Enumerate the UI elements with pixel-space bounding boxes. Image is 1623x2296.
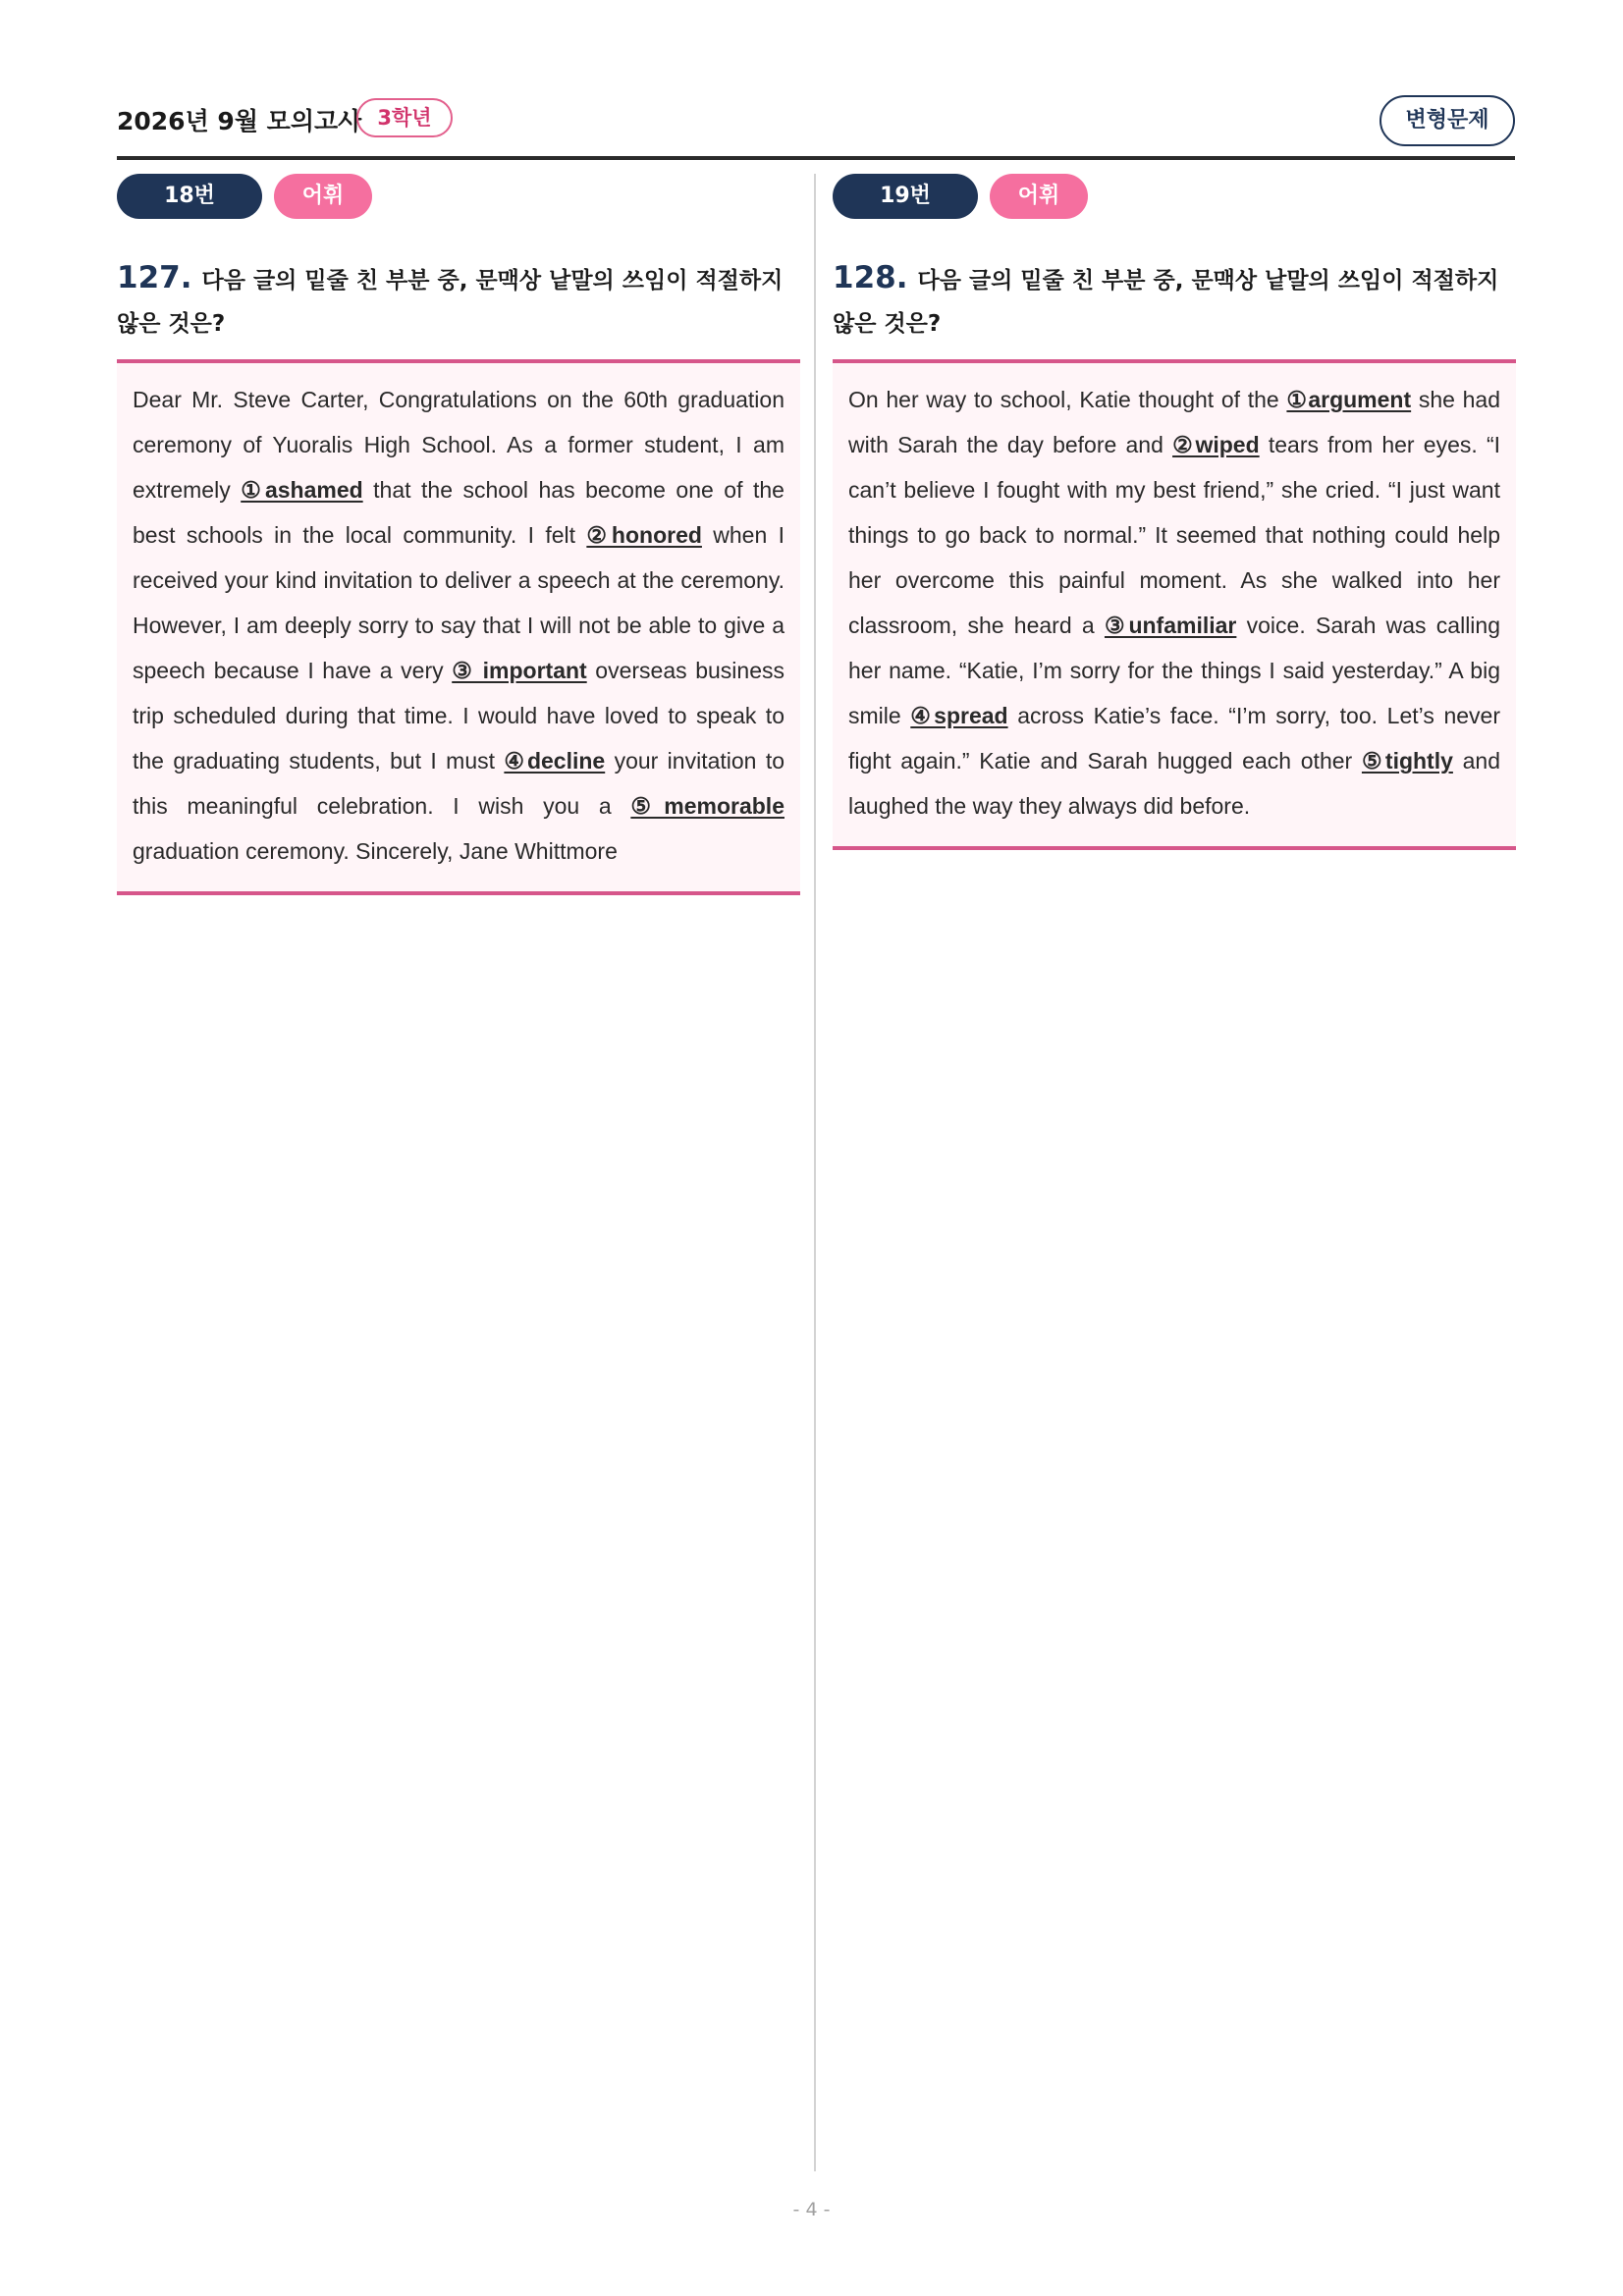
passage-box (117, 359, 800, 895)
page-header (117, 95, 1515, 152)
question-column-right (833, 174, 1516, 850)
underlined-choice: ⑤tightly (1361, 748, 1453, 774)
passage-text: On her way to school, Katie thought of the ①argument she had with Sarah the day before and ②wiped tears from her eyes. “I can’t believe I fought with my best friend,” she cried. “I just want things to go back to normal.” It seemed that nothing could help her overcome this painful moment. As she walked into her classroom, she heard a ③unfamiliar voice. Sarah was calling her name. “Katie, I’m sorry for the things I said yesterday.” A big smile ④spread across Katie’s face. “I’m sorry, too. Let’s never fight again.” Katie and Sarah hugged each other ⑤tightly and laughed the way they always did before. (848, 387, 1501, 819)
passage-text: Dear Mr. Steve Carter, Congratulations on the 60th graduation ceremony of Yuoralis High School. As a former student, I am extremely ①ashamed that the school has become one of the best schools in the local community. I felt ②honored when I received your kind invitation to deliver a speech at the ceremony. However, I am deeply sorry to say that I will not be able to give a speech because I have a very ③ important overseas business trip scheduled during that time. I would have loved to speak to the graduating students, but I must ④decline your invitation to this meaningful celebration. I wish you a ⑤memorable graduation ceremony. Sincerely, Jane Whittmore (133, 387, 785, 864)
underlined-choice: ④decline (504, 748, 606, 774)
underlined-choice: ④spread (910, 703, 1008, 728)
question-number: 128. (833, 260, 908, 295)
header-rule (117, 156, 1515, 160)
question-tags (833, 174, 1516, 221)
question-heading (833, 256, 1516, 346)
underlined-choice: ①ashamed (241, 477, 363, 503)
underlined-choice: ②honored (586, 522, 702, 548)
question-heading (117, 256, 800, 346)
underlined-choice: ②wiped (1172, 432, 1260, 457)
source-number-tag: 18번 (117, 174, 262, 219)
question-number: 127. (117, 260, 192, 295)
underlined-choice: ③ important (452, 658, 587, 683)
column-divider (814, 174, 816, 2171)
question-prompt: 다음 글의 밑줄 친 부분 중, 문맥상 낱말의 쓰임이 적절하지 않은 것은? (117, 268, 784, 337)
question-prompt: 다음 글의 밑줄 친 부분 중, 문맥상 낱말의 쓰임이 적절하지 않은 것은? (833, 268, 1499, 337)
variant-badge: 변형문제 (1380, 95, 1515, 146)
exam-title: 2026년 9월 모의고사 (117, 107, 362, 135)
grade-badge: 3학년 (356, 98, 453, 137)
passage-box (833, 359, 1516, 850)
category-tag: 어휘 (274, 174, 372, 219)
underlined-choice: ①argument (1286, 387, 1412, 412)
question-column-left (117, 174, 800, 895)
underlined-choice: ③unfamiliar (1104, 613, 1237, 638)
underlined-choice: ⑤memorable (630, 793, 784, 819)
page-number: - 4 - (792, 2199, 831, 2220)
category-tag: 어휘 (990, 174, 1088, 219)
question-tags (117, 174, 800, 221)
source-number-tag: 19번 (833, 174, 978, 219)
